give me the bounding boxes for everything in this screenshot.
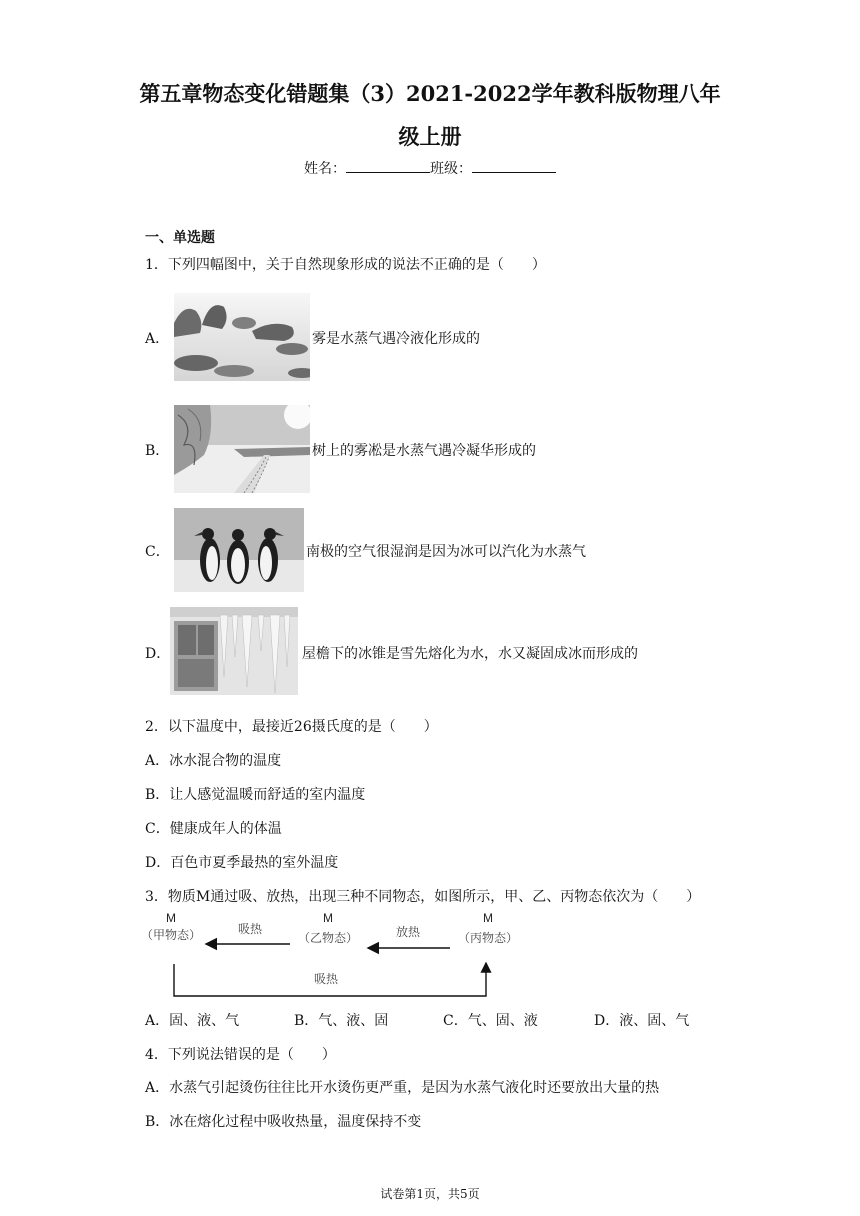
- node2-m: M: [323, 911, 333, 925]
- q1-option-a-letter: A．: [145, 331, 170, 347]
- q2-option-b: B．让人感觉温暖而舒适的室内温度: [145, 787, 366, 803]
- q2-stem: 2．以下温度中，最接近26摄氏度的是（ ）: [145, 719, 438, 735]
- class-blank: [472, 158, 556, 173]
- node2-state: （乙物态）: [297, 931, 359, 945]
- class-label: 班级：: [430, 161, 472, 177]
- node3-state: （丙物态）: [457, 931, 519, 945]
- page-footer: 试卷第1页，共5页: [380, 1187, 480, 1201]
- q4-option-b: B．冰在熔化过程中吸收热量，温度保持不变: [145, 1114, 422, 1130]
- q4-stem: 4．下列说法错误的是（ ）: [145, 1047, 336, 1063]
- node3-m: M: [483, 911, 493, 925]
- q1-option-b-letter: B．: [145, 443, 170, 459]
- frosted-trees-photo: [174, 405, 310, 493]
- q3-option-b: B．气、液、固: [294, 1013, 389, 1029]
- misty-rocks-photo: [174, 293, 310, 381]
- name-blank: [346, 158, 430, 173]
- q3-stem: 3．物质M通过吸、放热，出现三种不同物态，如图所示，甲、乙、丙物态依次为（ ）: [145, 889, 701, 905]
- q1-option-c-letter: C．: [145, 544, 170, 560]
- q1-option-d-letter: D．: [145, 646, 171, 662]
- section-heading: 一、单选题: [145, 230, 215, 246]
- penguins-photo: [174, 508, 304, 592]
- student-info-line: [0, 158, 860, 178]
- state-change-diagram: [140, 905, 520, 1005]
- q1-option-d-text: 屋檐下的冰锥是雪先熔化为水，水又凝固成冰而形成的: [302, 646, 638, 662]
- q2-option-c: C．健康成年人的体温: [145, 821, 282, 837]
- q2-option-d: D．百色市夏季最热的室外温度: [145, 855, 339, 871]
- node1-m: M: [166, 911, 176, 925]
- q2-option-a: A．冰水混合物的温度: [145, 753, 282, 769]
- arrow3-label: 吸热: [313, 972, 339, 986]
- document-title-line1: 第五章物态变化错题集（3）2021-2022学年教科版物理八年: [139, 81, 721, 106]
- q3-option-c: C．气、固、液: [443, 1013, 538, 1029]
- q3-option-a: A．固、液、气: [145, 1013, 240, 1029]
- q1-option-b-text: 树上的雾凇是水蒸气遇冷凝华形成的: [312, 443, 536, 459]
- arrow1-label: 吸热: [237, 922, 263, 936]
- q4-option-a: A．水蒸气引起烫伤往往比开水烫伤更严重，是因为水蒸气液化时还要放出大量的热: [145, 1080, 660, 1096]
- node1-state: （甲物态）: [140, 928, 202, 942]
- document-title-line2: 级上册: [398, 124, 462, 149]
- name-label: 姓名：: [304, 161, 346, 177]
- q3-option-d: D．液、固、气: [594, 1013, 690, 1029]
- icicles-photo: [170, 607, 298, 695]
- q1-option-c-text: 南极的空气很湿润是因为冰可以汽化为水蒸气: [306, 544, 586, 560]
- arrow2-label: 放热: [395, 925, 421, 939]
- q1-option-a-text: 雾是水蒸气遇冷液化形成的: [312, 331, 480, 347]
- q1-stem: 1．下列四幅图中，关于自然现象形成的说法不正确的是（ ）: [145, 257, 546, 273]
